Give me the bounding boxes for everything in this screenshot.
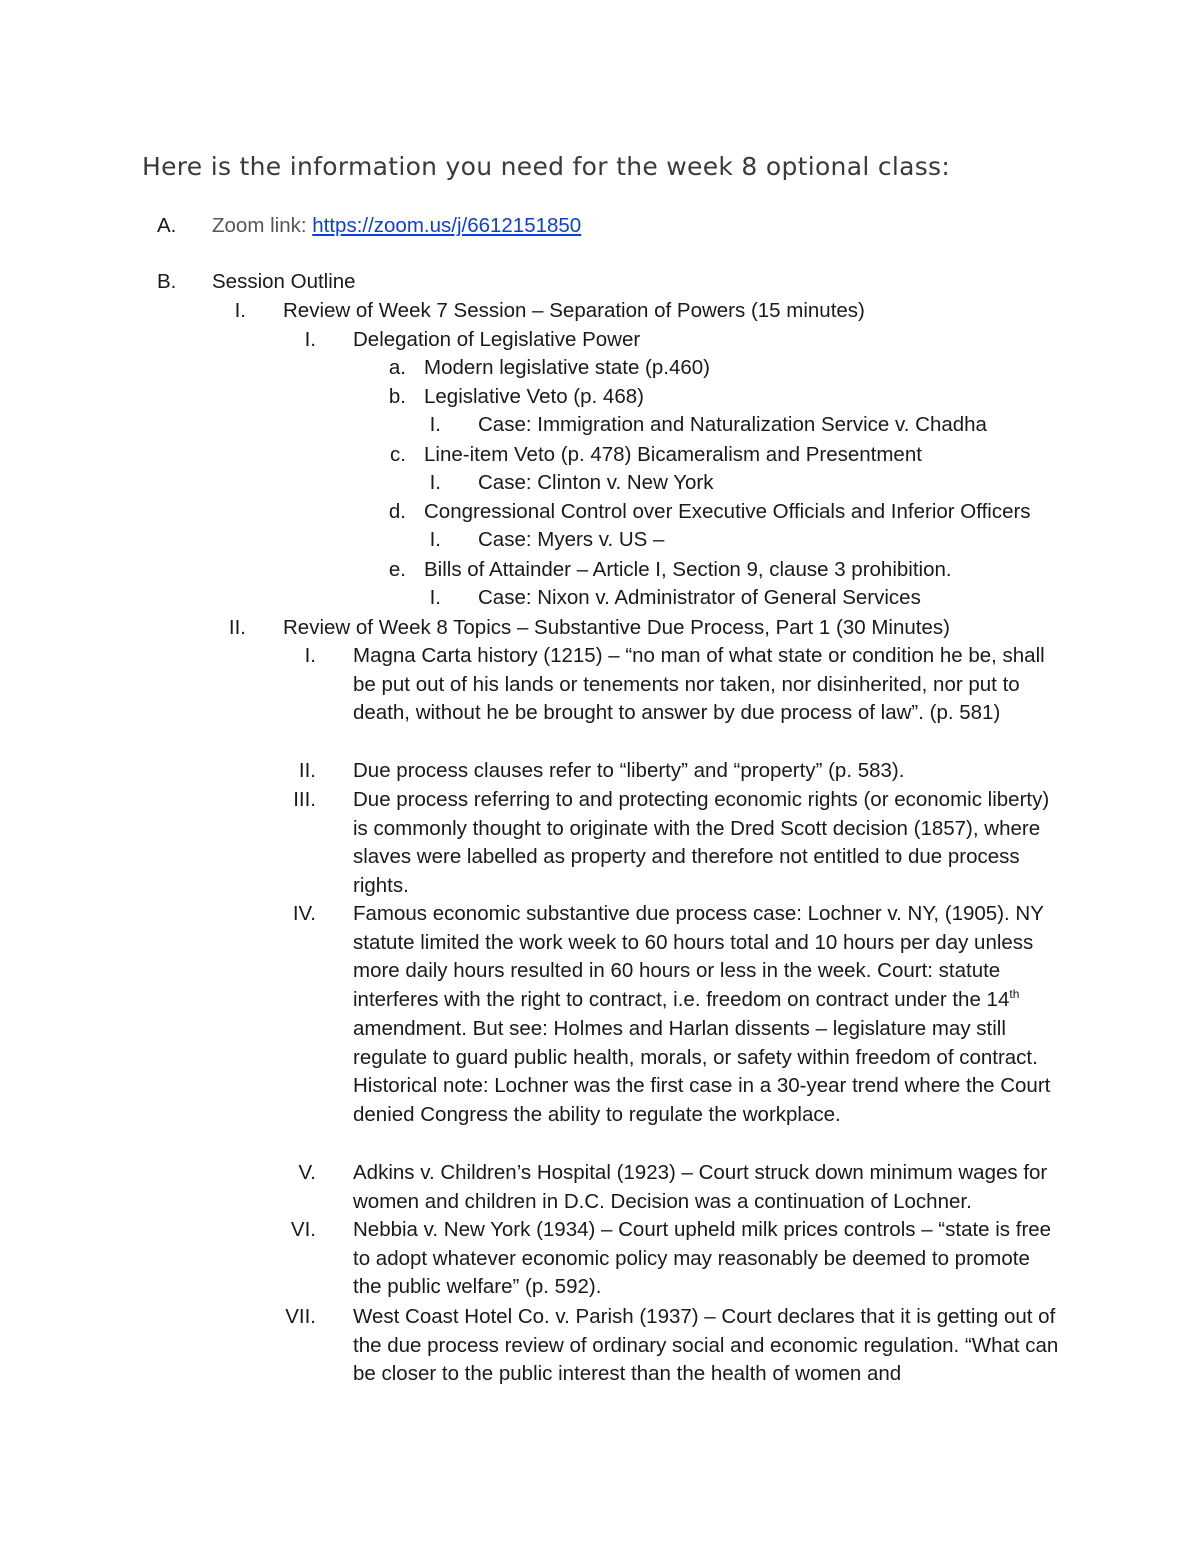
outline-subitem: Bills of Attainder – Article I, Section 9, clause 3 prohibition.: [424, 558, 952, 581]
session-outline-heading: Session Outline: [212, 270, 356, 293]
outline-item: Delegation of Legislative Power: [353, 328, 641, 351]
outline-subitem: Congressional Control over Executive Officials and Inferior Officers: [424, 500, 1031, 523]
page-title: Here is the information you need for the week 8 optional class:: [142, 152, 951, 181]
item-marker: VI.: [290, 1218, 316, 1241]
subitem-marker: a.: [388, 356, 406, 379]
case-text: Case: Immigration and Naturalization Service v. Chadha: [478, 413, 987, 436]
section-heading: Review of Week 8 Topics – Substantive Due Process, Part 1 (30 Minutes): [283, 616, 950, 639]
outline-item: Due process referring to and protecting economic rights (or economic liberty) is commonly thought to originate with the Dred Scott decision (1857), where slaves were labelled as property and therefore not entitled to due process rights.: [353, 788, 1050, 898]
item-marker: IV.: [292, 902, 316, 925]
outline-subitem: Modern legislative state (p.460): [424, 356, 711, 379]
outline-item: Nebbia v. New York (1934) – Court upheld milk prices controls – “state is free to adopt whatever economic policy may reasonably be deemed to promote the public welfare” (p. 592).: [353, 1218, 1052, 1299]
outline-subitem: Line-item Veto (p. 478) Bicameralism and Presentment: [424, 443, 922, 466]
case-marker: I.: [429, 528, 441, 551]
list-marker-a: A.: [157, 214, 177, 237]
outline-item: Adkins v. Children’s Hospital (1923) – Court struck down minimum wages for women and children in D.C. Decision was a continuation of Lochner.: [353, 1161, 1048, 1213]
item-marker: V.: [298, 1161, 316, 1184]
subitem-marker: e.: [388, 558, 406, 581]
case-text: Case: Clinton v. New York: [478, 471, 714, 494]
case-marker: I.: [429, 413, 441, 436]
item-text: Famous economic substantive due process case: Lochner v. NY, (1905). NY statute limited the work week to 60 hours total and 10 hours per day unless more daily hours resulted in 60 hours or less in the week. Court: statute interferes with the right to contract, i.e. freedom on contract under the 14: [353, 902, 1044, 1012]
item-marker: II.: [298, 759, 316, 782]
item-marker: III.: [293, 788, 316, 811]
item-text: amendment. But see: Holmes and Harlan dissents – legislature may still regulate to guard public health, morals, or safety within freedom of contract. Historical note: Lochner was the first case in a 30-year trend where the Court denied Congress the ability to regulate the workplace.: [353, 1016, 1051, 1126]
zoom-link[interactable]: https://zoom.us/j/6612151850: [312, 214, 582, 237]
outline-subitem: Legislative Veto (p. 468): [424, 385, 644, 408]
ordinal-suffix: th: [1009, 987, 1020, 1002]
section-marker: I.: [234, 299, 246, 322]
section-heading: Review of Week 7 Session – Separation of Powers (15 minutes): [283, 299, 865, 322]
section-marker: II.: [228, 616, 246, 639]
item-marker: I.: [304, 328, 316, 351]
zoom-link-label: Zoom link:: [212, 214, 313, 237]
outline-item: West Coast Hotel Co. v. Parish (1937) – Court declares that it is getting out of the due process review of ordinary social and economic regulation. “What can be closer to the public interest than the health of women and: [353, 1305, 1059, 1386]
case-marker: I.: [429, 586, 441, 609]
case-text: Case: Myers v. US –: [478, 528, 665, 551]
subitem-marker: d.: [388, 500, 406, 523]
outline-item: [353, 900, 1059, 1130]
outline-item: Magna Carta history (1215) – “no man of what state or condition he be, shall be put out of his lands or tenements nor taken, nor disinherited, nor put to death, without he be brought to answer by due process of law”. (p. 581): [353, 644, 1045, 725]
item-marker: I.: [304, 644, 316, 667]
subitem-marker: c.: [390, 443, 406, 466]
case-text: Case: Nixon v. Administrator of General Services: [478, 586, 921, 609]
list-marker-b: B.: [157, 270, 177, 293]
subitem-marker: b.: [388, 385, 406, 408]
case-marker: I.: [429, 471, 441, 494]
outline-item: Due process clauses refer to “liberty” and “property” (p. 583).: [353, 759, 905, 782]
zoom-link-line: [212, 212, 581, 241]
item-marker: VII.: [285, 1305, 316, 1328]
